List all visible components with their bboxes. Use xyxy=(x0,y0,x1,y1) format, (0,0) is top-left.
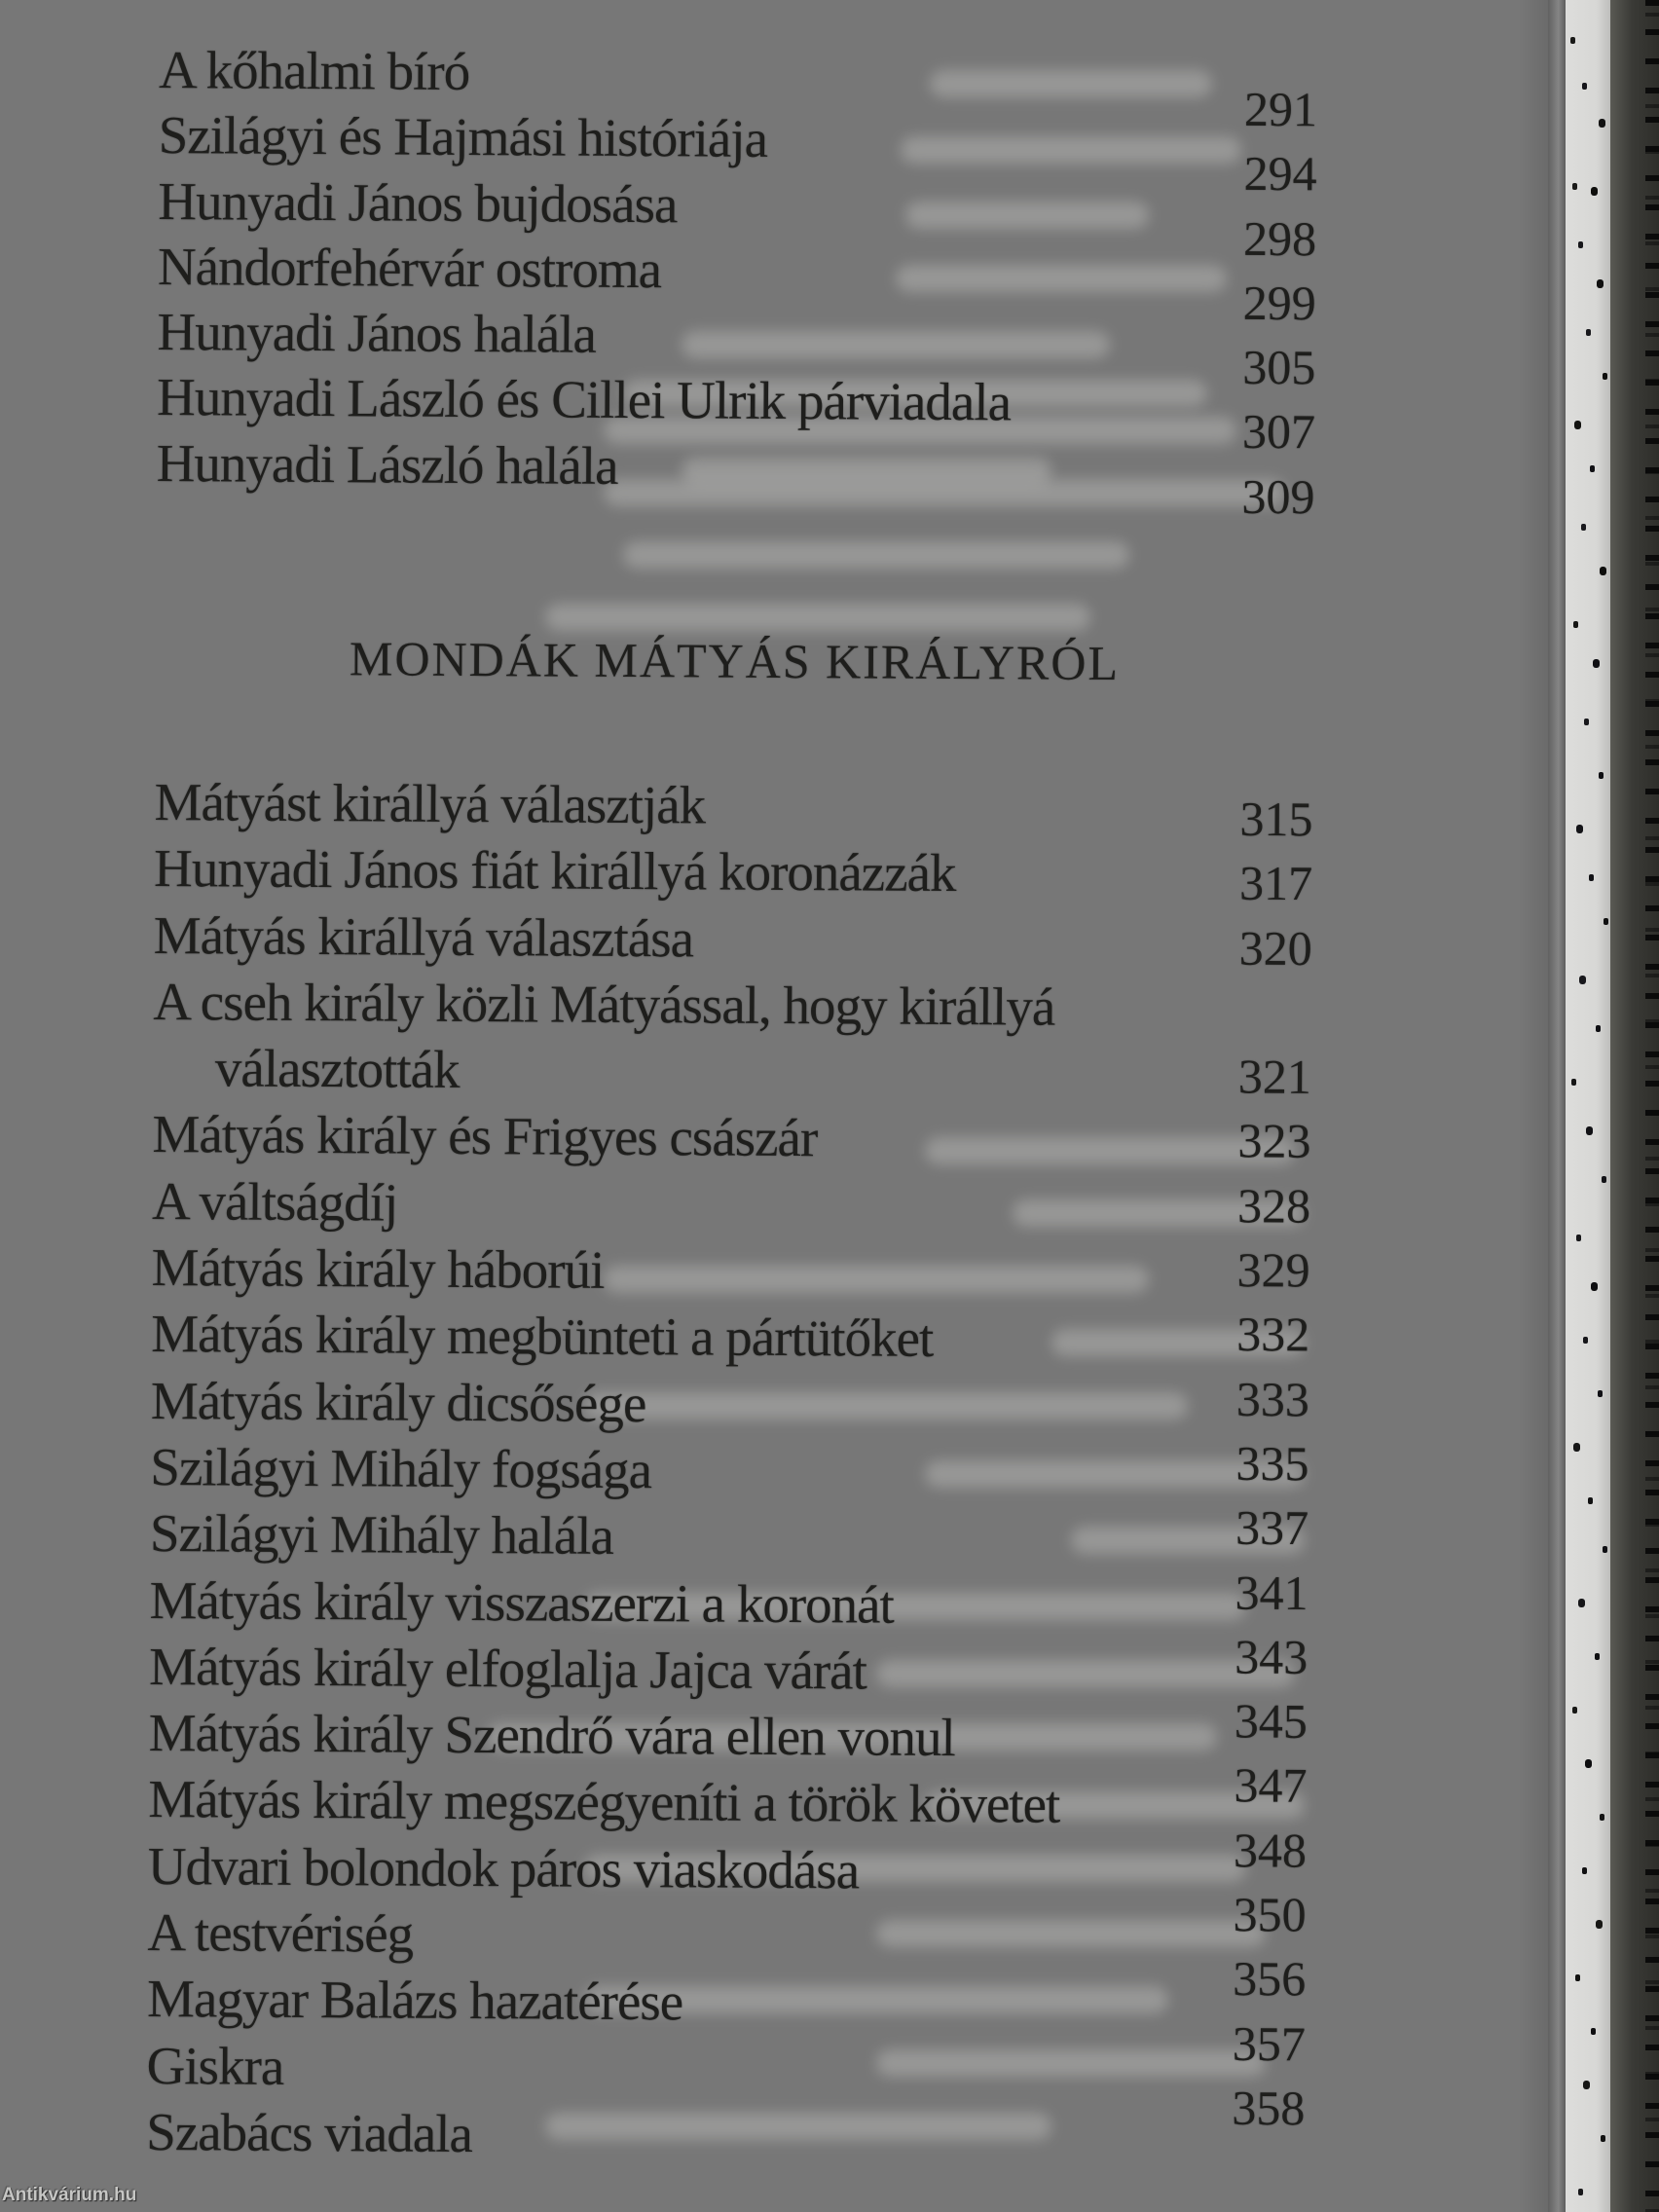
toc-entry-page-number: 332 xyxy=(1236,1307,1310,1362)
toc-entry-page-number: 294 xyxy=(1243,146,1317,202)
toc-entry-page-number: 358 xyxy=(1232,2080,1306,2136)
toc-entry-title: Szilágyi és Hajmási históriája xyxy=(158,105,768,169)
toc-entry xyxy=(153,904,1312,982)
toc-entry-page-number: 337 xyxy=(1235,1499,1309,1556)
toc-entry xyxy=(148,1629,1309,1714)
toc-entry-title: A kőhalmi bíró xyxy=(158,40,470,101)
toc-entry-title: Giskra xyxy=(146,2035,284,2096)
toc-entry xyxy=(153,838,1313,915)
toc-entry-page-number: 347 xyxy=(1234,1757,1308,1814)
toc-entry-title: Mátyás király dicsősége xyxy=(150,1370,646,1433)
toc-entry xyxy=(151,1170,1311,1248)
toc-entry-page-number: 356 xyxy=(1233,1951,1307,2007)
toc-entry-title: Mátyás király Szendrő vára ellen vonul xyxy=(148,1703,955,1768)
toc-entry-page-number: 320 xyxy=(1238,920,1312,976)
toc-entry xyxy=(147,1822,1308,1913)
toc-entry xyxy=(148,1757,1308,1846)
toc-entry xyxy=(148,1693,1309,1780)
toc-entry xyxy=(146,2080,1306,2179)
toc-entry-title: választották xyxy=(214,1038,460,1100)
page-stack-ticks xyxy=(1645,0,1659,2212)
toc-entry-title: Nándorfehérvár ostroma xyxy=(157,236,662,300)
toc-entry-page-number: 299 xyxy=(1242,275,1316,331)
page-edge-speckles xyxy=(1570,37,1575,44)
toc-entry-page-number: 341 xyxy=(1235,1565,1309,1620)
toc-entry-page-number: 348 xyxy=(1233,1822,1308,1878)
toc-entry-title: Szilágyi Mihály halála xyxy=(149,1503,614,1567)
toc-entry-title: A váltságdíj xyxy=(151,1170,398,1233)
toc-entry-title: Mátyás király háborúi xyxy=(151,1237,605,1300)
toc-entry-page-number: 343 xyxy=(1235,1629,1309,1684)
toc-entry-page-number: 315 xyxy=(1239,791,1313,847)
toc-entry-page-number: 321 xyxy=(1237,1049,1312,1105)
toc-entry-title: Hunyadi János fiát királlyá koronázzák xyxy=(153,838,956,903)
toc-section-hunyadi xyxy=(156,40,1318,525)
toc-entry xyxy=(150,1435,1309,1514)
toc-entry-page-number: 345 xyxy=(1234,1693,1309,1750)
toc-entry-page-number: 357 xyxy=(1232,2015,1306,2071)
toc-entry xyxy=(150,1370,1310,1448)
toc-section-matyas xyxy=(146,772,1313,2178)
toc-entry-title: Hunyadi László és Cillei Ulrik párviadala xyxy=(156,367,1012,432)
toc-entry-title: Mátyást királlyá választják xyxy=(154,772,706,835)
toc-entry xyxy=(152,1104,1311,1181)
toc-entry-title: Mátyás király elfoglalja Jajca várát xyxy=(148,1636,867,1701)
toc-entry-page-number: 323 xyxy=(1237,1113,1311,1169)
toc-entry-title: Szabács viadala xyxy=(146,2101,473,2163)
toc-entry xyxy=(146,2015,1306,2113)
toc-entry xyxy=(146,1951,1307,2046)
section-heading: MONDÁK MÁTYÁS KIRÁLYRÓL xyxy=(349,631,1121,691)
toc-entry-page-number: 317 xyxy=(1238,856,1313,911)
toc-entry-page-number: 305 xyxy=(1242,340,1316,395)
toc-entry-title: Udvari bolondok páros viaskodása xyxy=(147,1835,860,1900)
toc-entry-page-number: 328 xyxy=(1236,1177,1311,1234)
page-fold-crease xyxy=(1548,0,1566,2212)
toc-entry-page-number xyxy=(1199,980,1311,981)
toc-entry xyxy=(154,772,1313,849)
page-edge-strip xyxy=(1566,0,1610,2212)
watermark-antikvarium: Antikvárium.hu xyxy=(2,2185,137,2205)
toc-entry xyxy=(153,971,1311,1049)
toc-entry xyxy=(151,1237,1310,1314)
toc-entry-title: Mátyás király és Frigyes császár xyxy=(152,1104,818,1168)
toc-entry xyxy=(153,1038,1312,1115)
toc-entry-page-number: 307 xyxy=(1241,404,1316,460)
toc-entry-title: A cseh király közli Mátyással, hogy királlyá xyxy=(153,971,1055,1037)
toc-entry xyxy=(149,1499,1309,1580)
toc-entry-title: Hunyadi János halála xyxy=(157,302,597,364)
toc-entry-title: Mátyás királlyá választása xyxy=(153,904,694,968)
page-curl-shadow xyxy=(1519,0,1548,2212)
toc-entry-page-number: 329 xyxy=(1236,1242,1310,1298)
toc-entry-page-number: 335 xyxy=(1235,1435,1309,1492)
toc-entry-title: Hunyadi János bujdosása xyxy=(158,170,678,234)
toc-entry xyxy=(149,1565,1309,1647)
toc-entry-title: A testvériség xyxy=(147,1902,414,1964)
toc-entry xyxy=(151,1304,1310,1381)
toc-entry-page-number: 291 xyxy=(1243,81,1318,137)
toc-entry xyxy=(156,432,1315,525)
toc-entry-title: Magyar Balázs hazatérése xyxy=(146,1969,683,2032)
toc-entry-page-number: 350 xyxy=(1233,1887,1307,1942)
toc-entry-title: Mátyás király megszégyeníti a török követet xyxy=(148,1769,1060,1835)
toc-entry-title: Hunyadi László halála xyxy=(156,432,618,496)
toc-entry-title: Mátyás király visszaszerzi a koronát xyxy=(149,1569,895,1635)
toc-entry-page-number: 298 xyxy=(1242,210,1317,266)
toc-entry-title: Szilágyi Mihály fogsága xyxy=(150,1436,652,1500)
toc-entry-title: Mátyás király megbünteti a pártütőket xyxy=(151,1304,934,1369)
toc-entry-page-number: 333 xyxy=(1235,1371,1310,1427)
toc-entry-page-number: 309 xyxy=(1241,468,1315,525)
